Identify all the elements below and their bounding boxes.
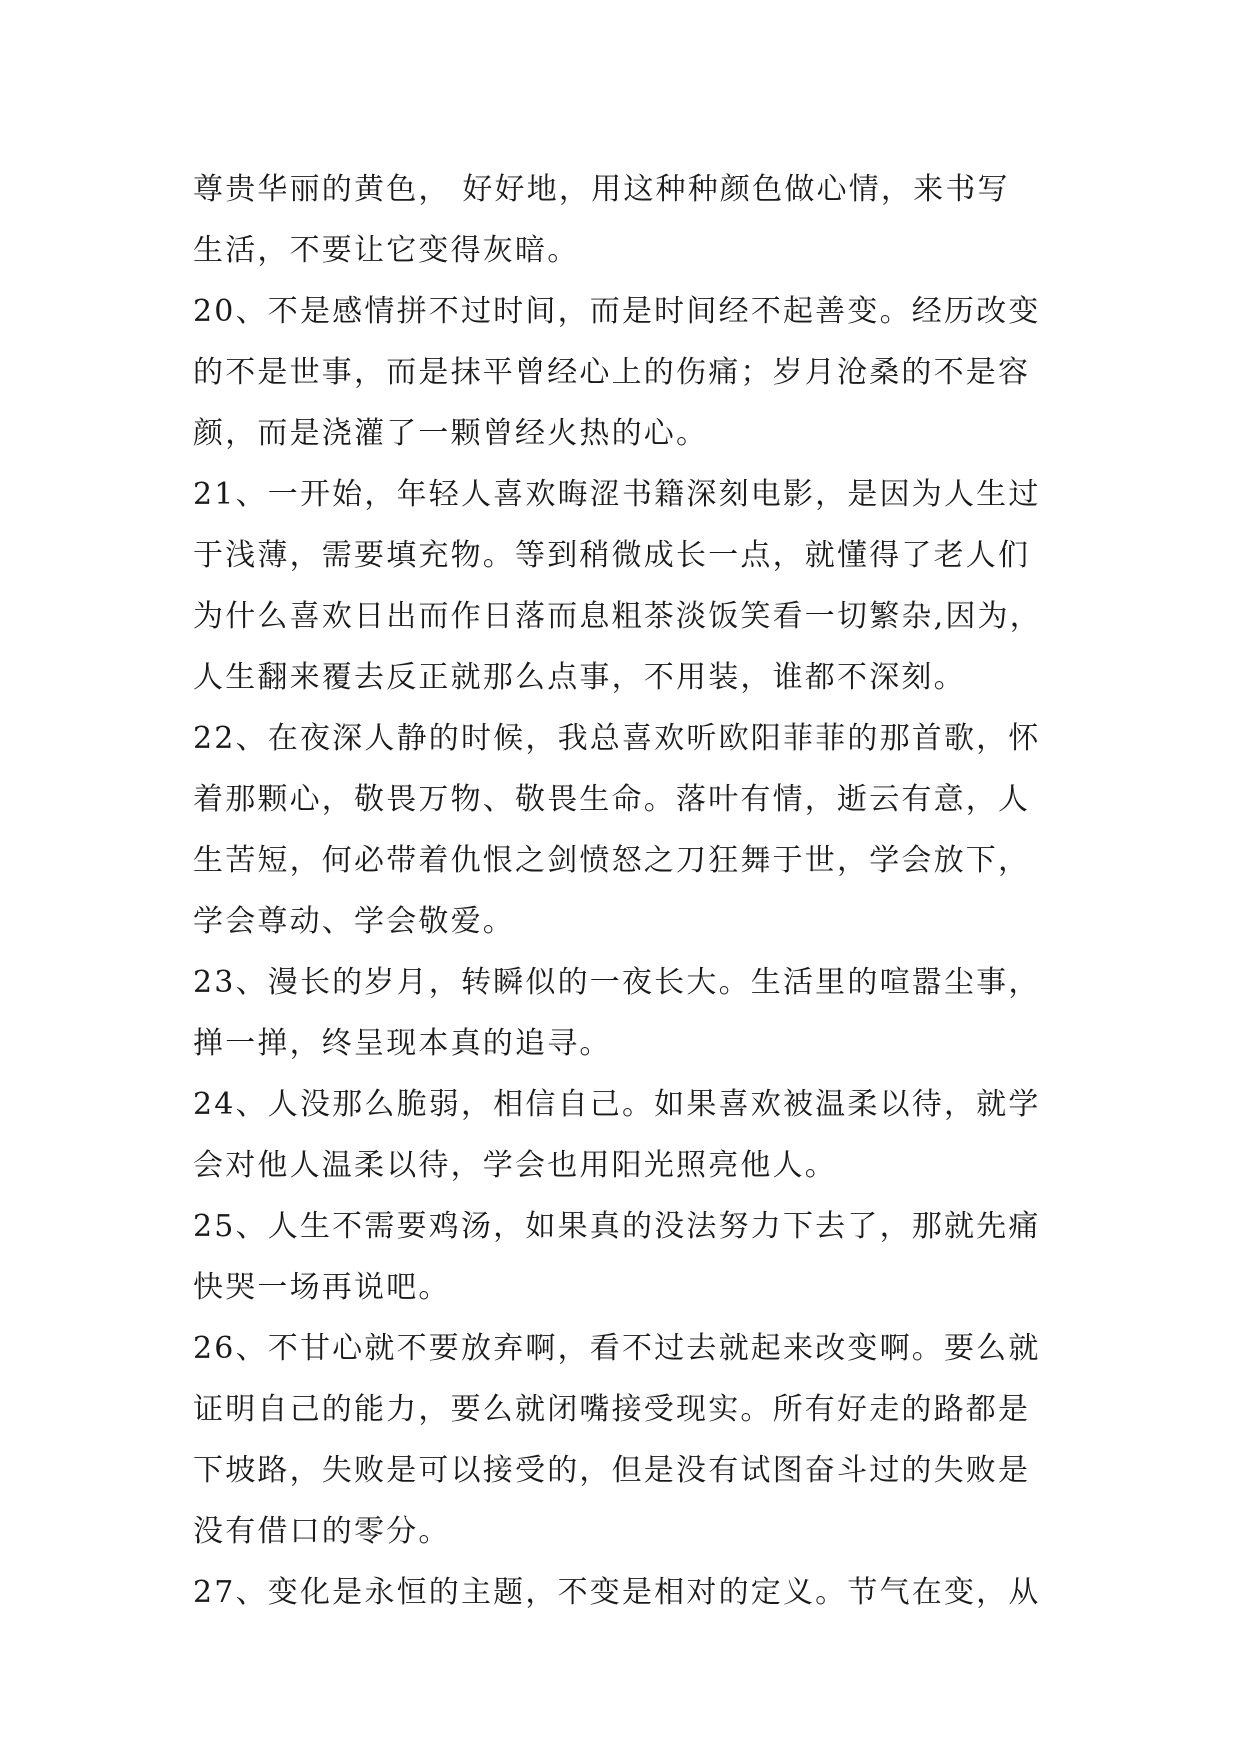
text-line: 证明自己的能力，要么就闭嘴接受现实。所有好走的路都是 xyxy=(193,1392,1031,1427)
text-line: 掸一掸，终呈现本真的追寻。 xyxy=(193,1026,612,1061)
text-line: 27、变化是永恒的主题，不变是相对的定义。节气在变，从 xyxy=(193,1575,1041,1610)
text-line: 为什么喜欢日出而作日落而息粗茶淡饭笑看一切繁杂,因为， xyxy=(193,599,1042,634)
text-line: 颜，而是浇灌了一颗曾经火热的心。 xyxy=(193,416,709,451)
text-line: 24、人没那么脆弱，相信自己。如果喜欢被温柔以待，就学 xyxy=(193,1087,1041,1122)
text-line: 尊贵华丽的黄色， 好好地，用这种种颜色做心情，来书写 xyxy=(193,172,1010,207)
text-line: 21、一开始，年轻人喜欢晦涩书籍深刻电影，是因为人生过 xyxy=(193,477,1041,512)
text-line: 生活，不要让它变得灰暗。 xyxy=(193,233,580,268)
text-line: 人生翻来覆去反正就那么点事，不用装，谁都不深刻。 xyxy=(193,660,966,695)
text-line: 着那颗心，敬畏万物、敬畏生命。落叶有情，逝云有意，人 xyxy=(193,782,1031,817)
text-line: 于浅薄，需要填充物。等到稍微成长一点，就懂得了老人们 xyxy=(193,538,1031,573)
text-line: 学会尊动、学会敬爱。 xyxy=(193,904,515,939)
text-line: 的不是世事，而是抹平曾经心上的伤痛；岁月沧桑的不是容 xyxy=(193,355,1031,390)
text-line: 25、人生不需要鸡汤，如果真的没法努力下去了，那就先痛 xyxy=(193,1209,1041,1244)
text-line: 20、不是感情拼不过时间，而是时间经不起善变。经历改变 xyxy=(193,294,1041,329)
text-line: 26、不甘心就不要放弃啊，看不过去就起来改变啊。要么就 xyxy=(193,1331,1041,1366)
text-line: 生苦短，何必带着仇恨之剑愤怒之刀狂舞于世，学会放下， xyxy=(193,843,1031,878)
body-text xyxy=(193,159,1093,1623)
text-line: 22、在夜深人静的时候，我总喜欢听欧阳菲菲的那首歌，怀 xyxy=(193,721,1041,756)
text-line: 会对他人温柔以待，学会也用阳光照亮他人。 xyxy=(193,1148,837,1183)
text-line: 快哭一场再说吧。 xyxy=(193,1270,451,1305)
text-line: 没有借口的零分。 xyxy=(193,1514,451,1549)
text-line: 下坡路，失败是可以接受的，但是没有试图奋斗过的失败是 xyxy=(193,1453,1031,1488)
text-line: 23、漫长的岁月，转瞬似的一夜长大。生活里的喧嚣尘事， xyxy=(193,965,1041,1000)
